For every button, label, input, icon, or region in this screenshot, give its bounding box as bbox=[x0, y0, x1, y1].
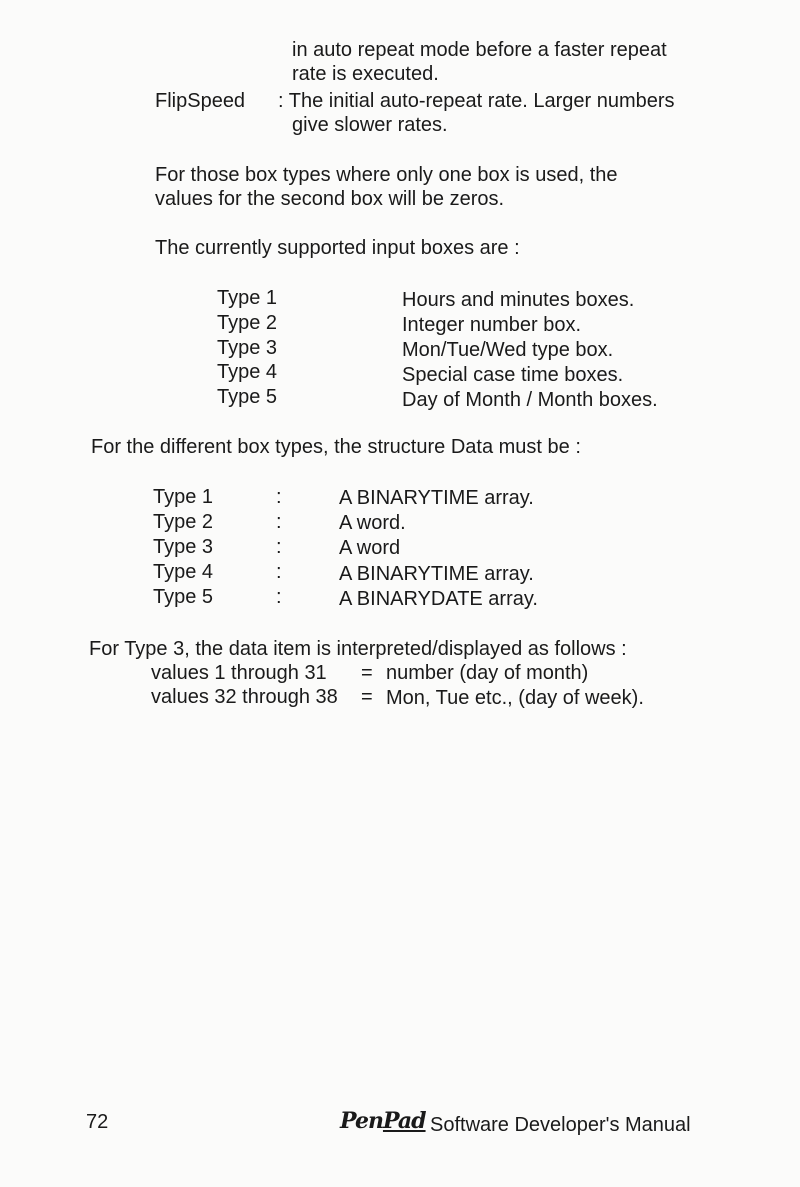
supported-box-desc: Day of Month / Month boxes. bbox=[402, 389, 658, 411]
intro-line-1: in auto repeat mode before a faster repeat bbox=[292, 39, 667, 61]
supported-box-type: Type 3 bbox=[217, 337, 278, 359]
data-type-desc: A BINARYDATE array. bbox=[339, 588, 538, 610]
data-type-separator: : bbox=[276, 586, 282, 608]
type3-values-2-meaning: Mon, Tue etc., (day of week). bbox=[386, 687, 644, 709]
supported-box-desc: Hours and minutes boxes. bbox=[402, 289, 635, 311]
logo-text-pen: Pen bbox=[340, 1108, 383, 1134]
data-type-label: Type 4 bbox=[153, 561, 214, 583]
flipspeed-definition-line-2: give slower rates. bbox=[292, 114, 448, 136]
supported-box-type: Type 1 bbox=[217, 287, 278, 309]
supported-box-type: Type 4 bbox=[217, 361, 278, 383]
intro-line-2: rate is executed. bbox=[292, 63, 439, 85]
supported-box-desc: Integer number box. bbox=[402, 314, 581, 336]
type3-heading: For Type 3, the data item is interpreted/displayed as follows : bbox=[89, 638, 627, 660]
supported-box-desc: Special case time boxes. bbox=[402, 364, 624, 386]
data-type-desc: A word bbox=[339, 537, 401, 559]
penpad-logo bbox=[340, 1108, 426, 1134]
data-structure-heading: For the different box types, the structure Data must be : bbox=[91, 436, 581, 458]
zeros-paragraph-line-1: For those box types where only one box is used, the bbox=[155, 164, 618, 186]
data-type-separator: : bbox=[276, 511, 282, 533]
supported-boxes-heading: The currently supported input boxes are : bbox=[155, 237, 520, 259]
data-type-desc: A word. bbox=[339, 512, 406, 534]
supported-box-type: Type 5 bbox=[217, 386, 278, 408]
type3-values-1-meaning: number (day of month) bbox=[386, 662, 589, 684]
flipspeed-term: FlipSpeed bbox=[155, 90, 246, 112]
logo-text-pad: Pad bbox=[382, 1108, 426, 1134]
data-type-label: Type 2 bbox=[153, 511, 214, 533]
manual-title: Software Developer's Manual bbox=[430, 1114, 691, 1136]
data-type-separator: : bbox=[276, 536, 282, 558]
supported-box-type: Type 2 bbox=[217, 312, 278, 334]
type3-values-2-equals: = bbox=[361, 686, 373, 708]
flipspeed-definition-line-1: : The initial auto-repeat rate. Larger numbers bbox=[278, 90, 675, 112]
data-type-desc: A BINARYTIME array. bbox=[339, 563, 534, 585]
zeros-paragraph-line-2: values for the second box will be zeros. bbox=[155, 188, 505, 210]
type3-values-2-range: values 32 through 38 bbox=[151, 686, 338, 708]
data-type-label: Type 5 bbox=[153, 586, 214, 608]
type3-values-1-equals: = bbox=[361, 662, 373, 684]
data-type-label: Type 1 bbox=[153, 486, 214, 508]
supported-box-desc: Mon/Tue/Wed type box. bbox=[402, 339, 614, 361]
data-type-label: Type 3 bbox=[153, 536, 214, 558]
data-type-desc: A BINARYTIME array. bbox=[339, 487, 534, 509]
data-type-separator: : bbox=[276, 561, 282, 583]
type3-values-1-range: values 1 through 31 bbox=[151, 662, 327, 684]
data-type-separator: : bbox=[276, 486, 282, 508]
page-number: 72 bbox=[86, 1111, 109, 1133]
